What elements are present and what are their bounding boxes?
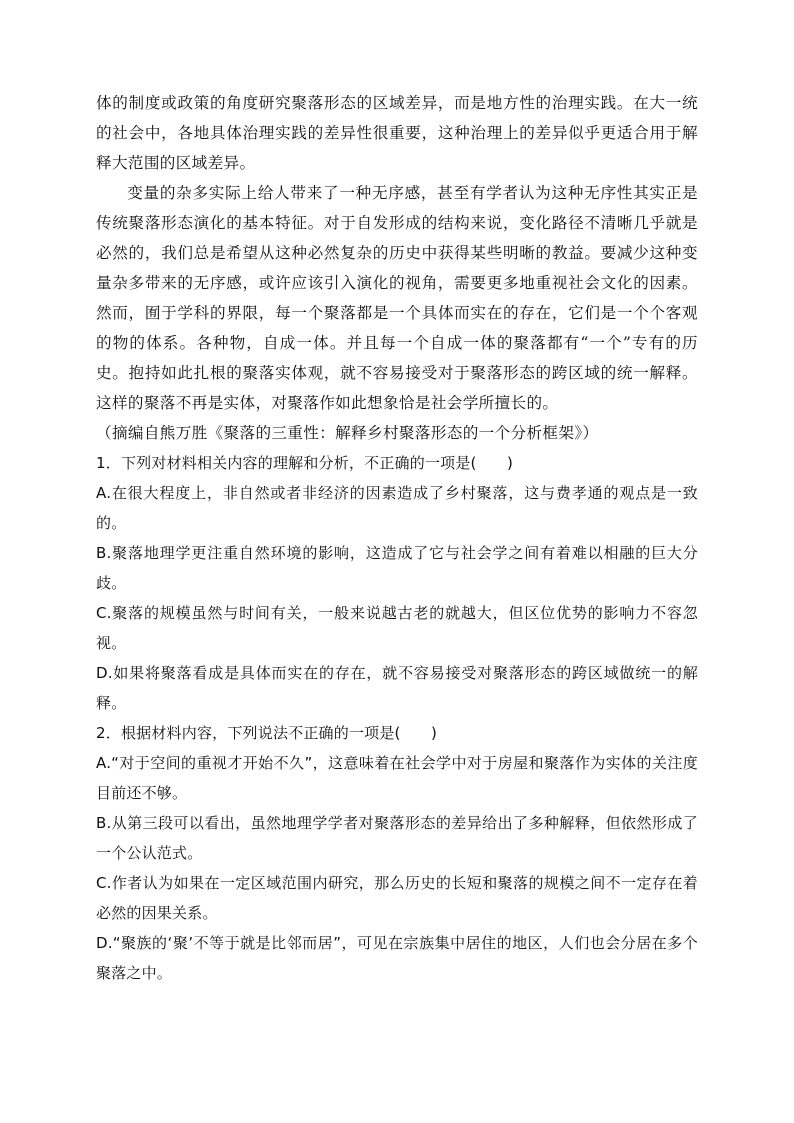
question-2 xyxy=(96,718,698,988)
reading-passage xyxy=(96,88,698,448)
question-2-option-d: D.“聚族的‘聚’不等于就是比邻而居”，可见在宗族集中居住的地区，人们也会分居在多个聚落之中。 xyxy=(96,934,698,982)
question-2-stem: 2．根据材料内容，下列说法不正确的一项是( ) xyxy=(96,724,438,742)
question-1 xyxy=(96,448,698,718)
question-1-option-d: D.如果将聚落看成是具体而实在的存在，就不容易接受对聚落形态的跨区域做统一的解释。 xyxy=(96,664,698,712)
question-1-option-b: B.聚落地理学更注重自然环境的影响，这造成了它与社会学之间有着难以相融的巨大分歧。 xyxy=(96,544,698,592)
question-2-option-b: B.从第三段可以看出，虽然地理学学者对聚落形态的差异给出了多种解释，但依然形成了一个公认范式。 xyxy=(96,814,698,862)
passage-paragraph-2: 变量的杂多实际上给人带来了一种无序感，甚至有学者认为这种无序性其实正是传统聚落形态演化的基本特征。对于自发形成的结构来说，变化路径不清晰几乎就是必然的，我们总是希望从这种必然复杂的历史中获得某些明晰的教益。要减少这种变量杂多带来的无序感，或许应该引入演化的视角，需要更多地重视社会文化的因素。然而，囿于学科的界限，每一个聚落都是一个具体而实在的存在，它们是一个个客观的物的体系。各种物，自成一体。并且每一个自成一体的聚落都有“一个”专有的历史。抱持如此扎根的聚落实体观，就不容易接受对于聚落形态的跨区域的统一解释。这样的聚落不再是实体，对聚落作如此想象恰是社会学所擅长的。 xyxy=(96,184,698,412)
question-2-option-c: C.作者认为如果在一定区域范围内研究，那么历史的长短和聚落的规模之间不一定存在着必然的因果关系。 xyxy=(96,874,698,922)
question-1-option-c: C.聚落的规模虽然与时间有关，一般来说越古老的就越大，但区位优势的影响力不容忽视。 xyxy=(96,604,698,652)
passage-source: （摘编自熊万胜《聚落的三重性：解释乡村聚落形态的一个分析框架》） xyxy=(96,424,599,442)
passage-paragraph-1: 体的制度或政策的角度研究聚落形态的区域差异，而是地方性的治理实践。在大一统的社会中，各地具体治理实践的差异性很重要，这种治理上的差异似乎更适合用于解释大范围的区域差异。 xyxy=(96,94,698,172)
question-1-stem: 1．下列对材料相关内容的理解和分析，不正确的一项是( ) xyxy=(96,454,514,472)
question-2-option-a: A.“对于空间的重视才开始不久”，这意味着在社会学中对于房屋和聚落作为实体的关注度目前还不够。 xyxy=(96,754,698,802)
question-list xyxy=(96,448,698,988)
question-1-option-a: A.在很大程度上，非自然或者非经济的因素造成了乡村聚落，这与费孝通的观点是一致的。 xyxy=(96,484,698,532)
